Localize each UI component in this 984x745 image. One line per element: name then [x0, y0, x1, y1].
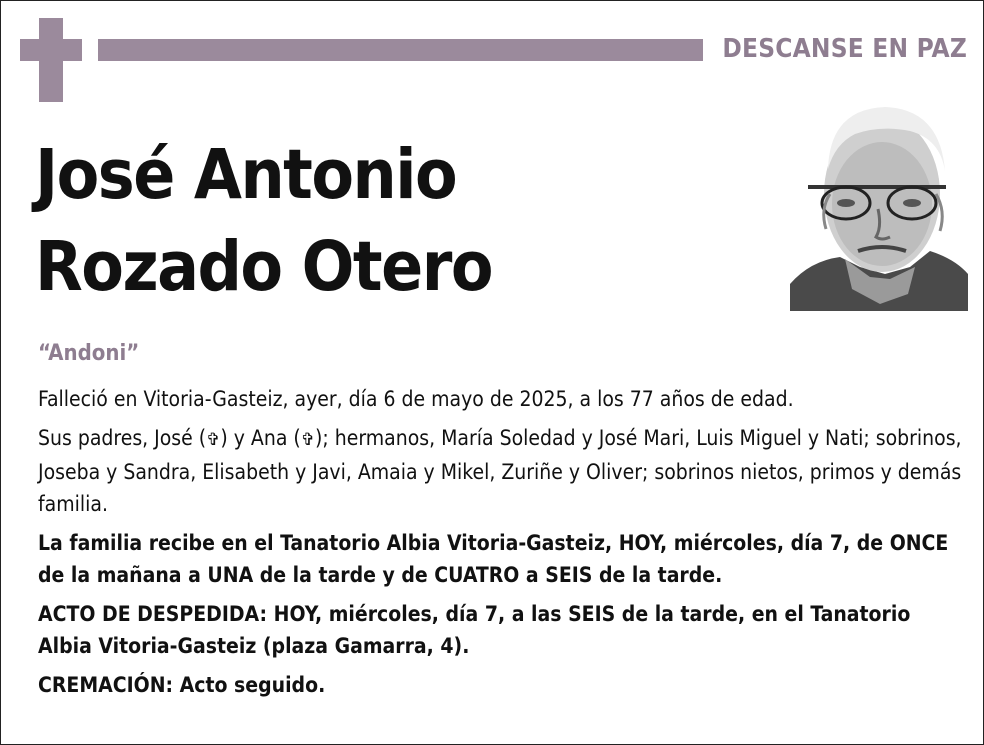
- visitation-info: La familia recibe en el Tanatorio Albia Vitoria-Gasteiz, HOY, miércoles, día 7, de ONCE de la mañana a UNA de la tarde y de CUATRO a SEIS de la tarde.: [38, 531, 949, 587]
- farewell-act: ACTO DE DESPEDIDA: HOY, miércoles, día 7, a las SEIS de la tarde, en el Tanatorio Albia Vitoria-Gasteiz (plaza Gamarra, 4).: [38, 602, 911, 658]
- name-line-1: José Antonio: [35, 135, 457, 215]
- family-text-c: ); hermanos, María Soledad y José Mari, Luis Miguel y Nati; sobrinos, Joseba y Sandra, Elisabeth y Javi, Amaia y Mikel, Zuriñe y Oliver; sobrinos nietos, primos y demás familia.: [38, 426, 962, 516]
- portrait-photo: [790, 99, 968, 311]
- nickname: “Andoni”: [38, 341, 140, 366]
- header-label: DESCANSE EN PAZ: [722, 34, 967, 64]
- cross-icon: ✞: [206, 430, 221, 450]
- family-text-a: Sus padres, José (: [38, 426, 207, 450]
- cross-icon: ✞: [300, 430, 316, 450]
- cremation-info: CREMACIÓN: Acto seguido.: [38, 673, 326, 697]
- death-announcement: Falleció en Vitoria-Gasteiz, ayer, día 6 de mayo de 2025, a los 77 años de edad.: [38, 387, 794, 411]
- header-rule: [98, 39, 703, 61]
- deceased-name: [35, 129, 492, 313]
- notice-body: [38, 383, 963, 708]
- family-text-b: ) y Ana (: [220, 426, 301, 450]
- name-line-2: Rozado Otero: [35, 227, 492, 307]
- family-list: [38, 422, 963, 520]
- cross-icon-bar: [20, 39, 82, 61]
